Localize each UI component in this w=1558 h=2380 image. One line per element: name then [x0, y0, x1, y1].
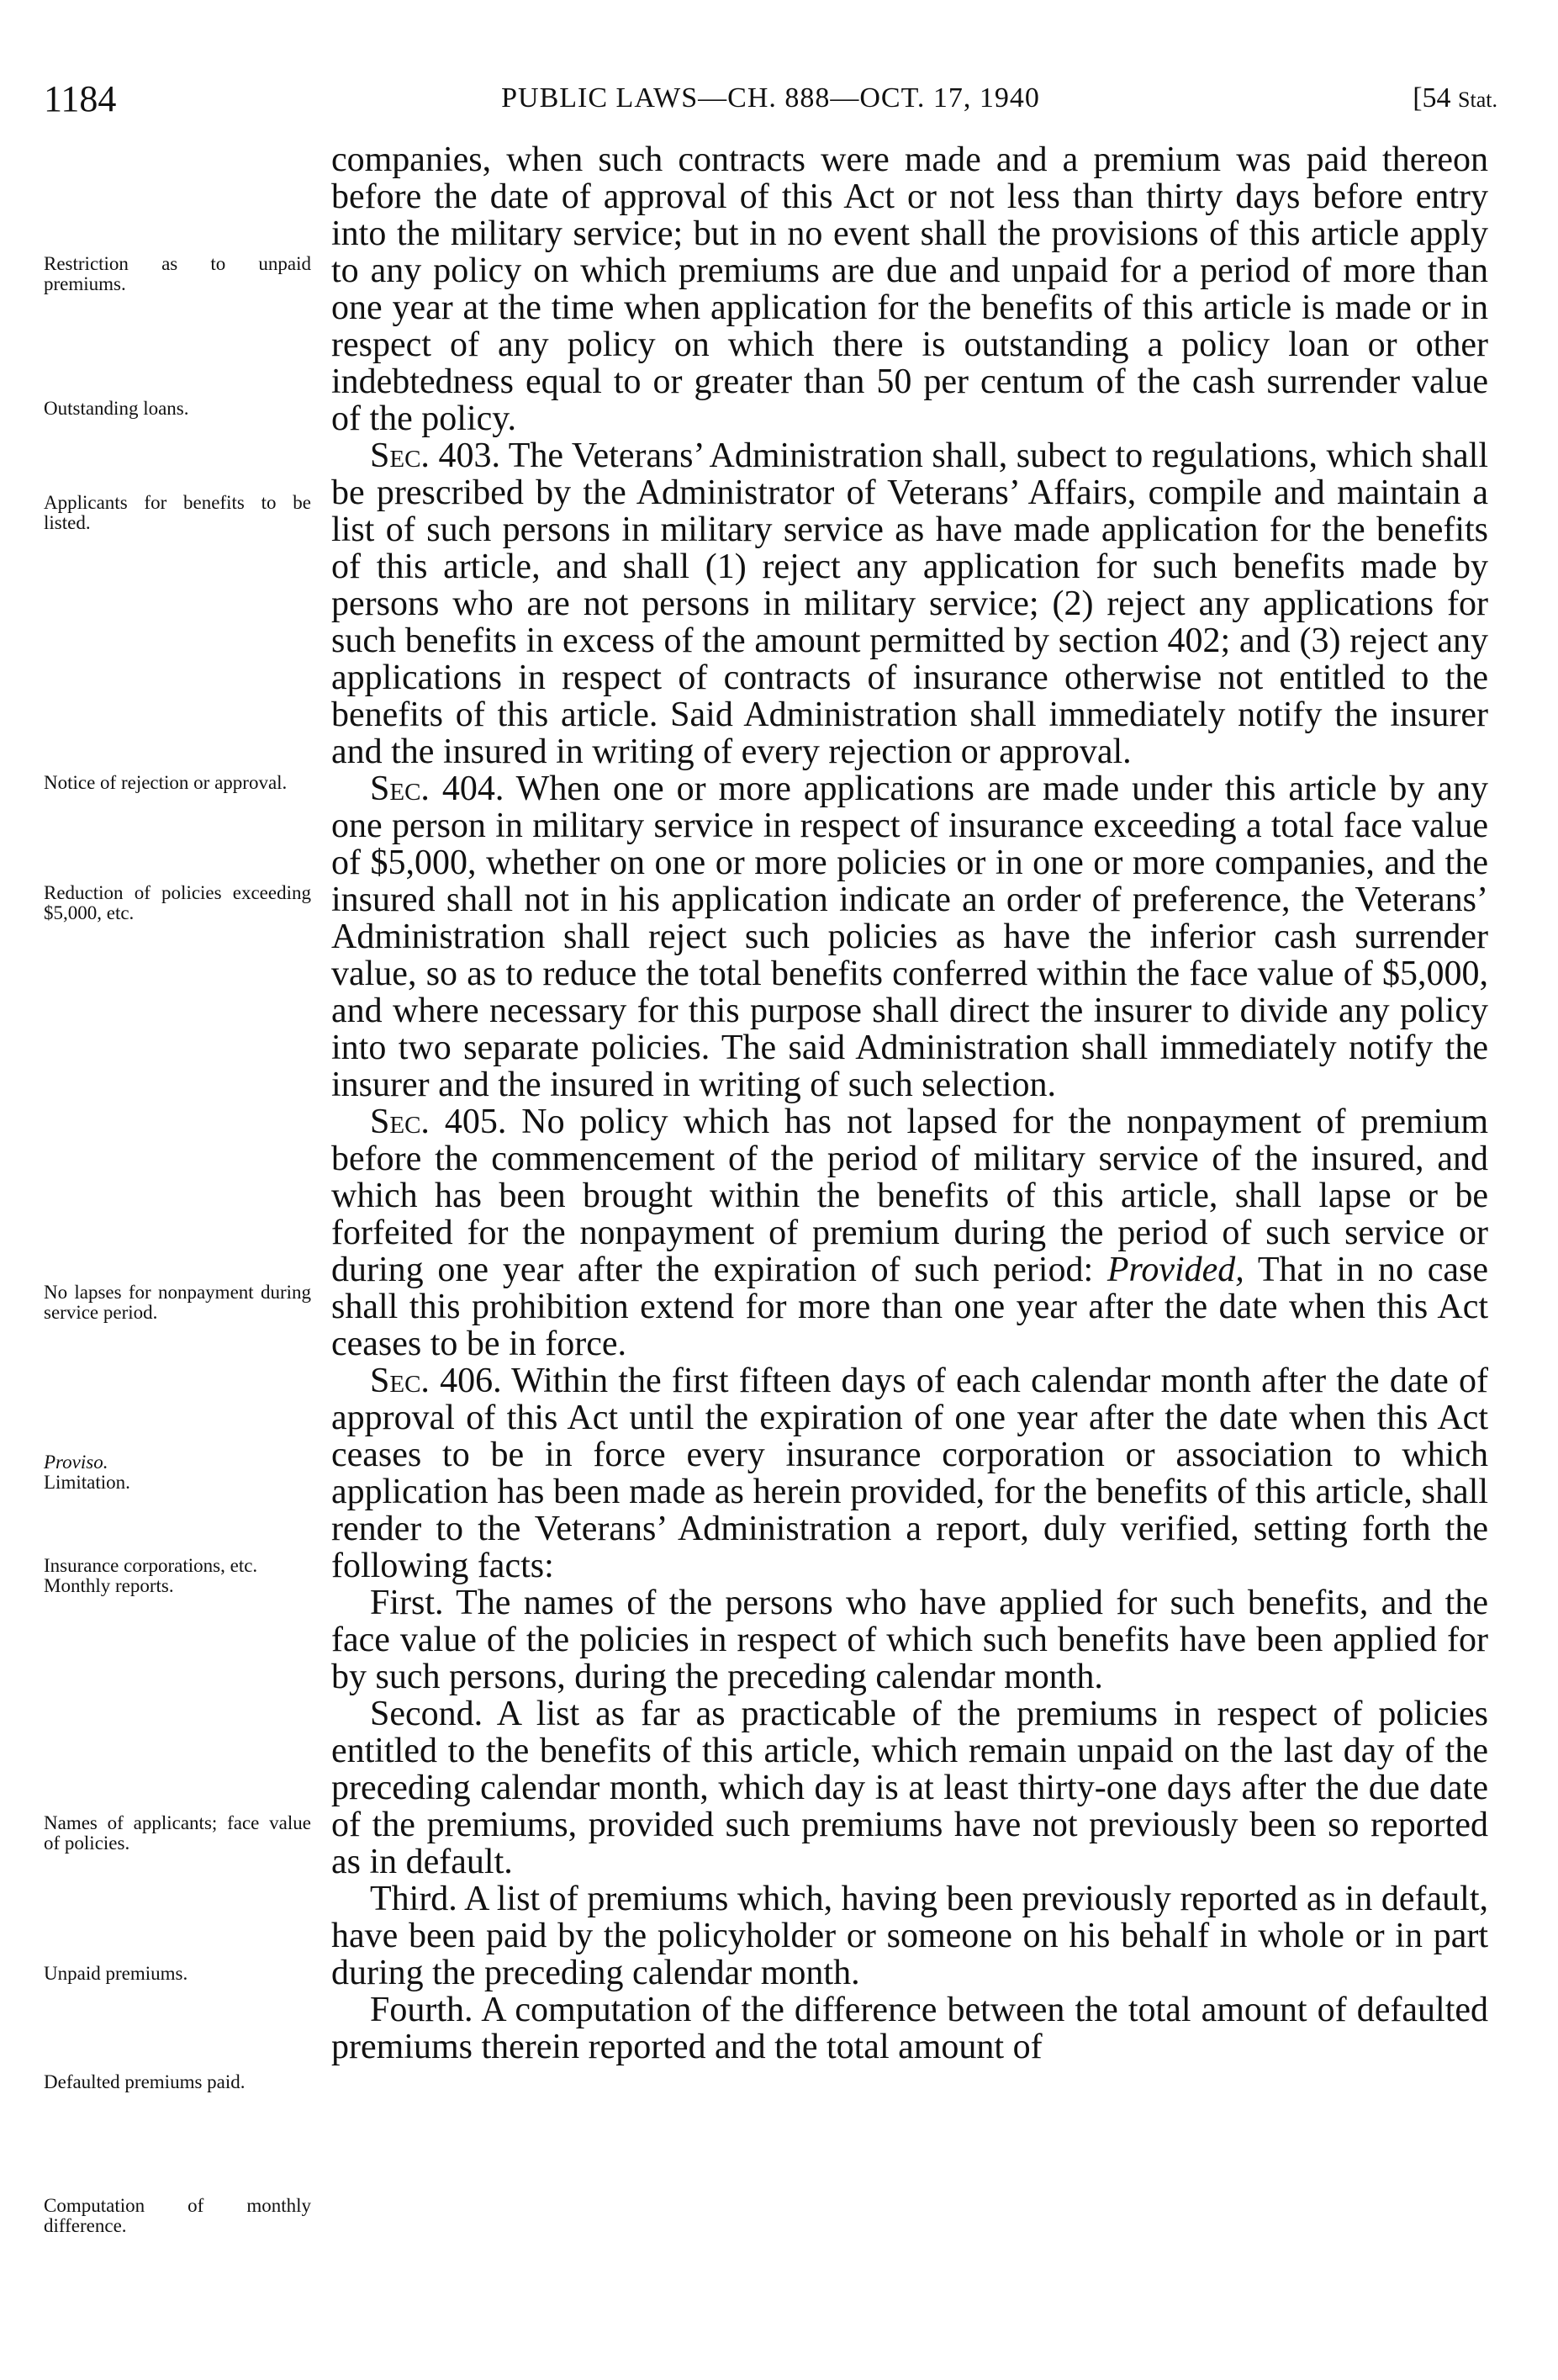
page-number: 1184 — [44, 78, 117, 119]
margin-note: Computation of monthly difference. — [44, 2195, 311, 2236]
volume-abbrev: Stat. — [1458, 87, 1497, 112]
running-title: PUBLIC LAWS—CH. 888—OCT. 17, 1940 — [501, 82, 1040, 114]
page-header — [44, 77, 1497, 119]
statute-body — [331, 141, 1488, 2065]
item-second: Second. A list as far as practicable of the premiums in respect of policies entitled to the benefits of this article, which remain unpaid on the last day of the preceding calendar month, which day is at least thirty-one days after the due date of the premiums, provided such premiums have not previously been so reported as in default. — [331, 1695, 1488, 1881]
section-text: The Veterans’ Administration shall, subect to regulations, which shall be prescribed by the Administrator of Veterans’ Affairs, compile and maintain a list of such persons in military service as have made application for the benefits of this article, and shall (1) reject any application for such benefits made by persons who are not persons in military service; (2) reject any applications for such benefits in excess of the amount permitted by section 402; and (3) reject any applications in respect of contracts of insurance otherwise not entitled to the benefits of this article. Said Administration shall immediately notify the insurer and the insured in writing of every rejection or approval. — [331, 436, 1489, 771]
provided-keyword: Provided, — [1106, 1251, 1244, 1289]
item-first: First. The names of the persons who have applied for such benefits, and the face value of the policies in respect of which such benefits have been applied for by such persons, during the preceding calendar month. — [331, 1584, 1488, 1696]
margin-note: Notice of rejection or approval. — [44, 772, 288, 793]
margin-note-text: Insurance corporations, etc. — [44, 1555, 258, 1576]
volume-reference — [1413, 82, 1497, 114]
margin-note-reports — [44, 1556, 311, 1596]
section-406 — [331, 1362, 1488, 1584]
paragraph-continuation: companies, when such contracts were made and a premium was paid thereon before the date of approval of this Act or not less than thirty days before entry into the military service; but in no event shall the provisions of this article apply to any policy on which premiums are due and unpaid for a period of more than one year at the time when application for the benefits of this article is made or in respect of any policy on which there is outstanding a policy loan or other indebtedness equal to or greater than 50 per centum of the cash surrender value of the policy. — [331, 140, 1488, 438]
item-fourth: Fourth. A computation of the difference between the total amount of defaulted premiums therein reported and the total amount of — [331, 1991, 1488, 2066]
margin-note-proviso — [44, 1452, 311, 1493]
section-text: When one or more applications are made under this article by any one person in military service in respect of insurance exceeding a total face value of $5,000, whether on one or more policies or in one or more companies, and the insured shall not in his application indicate an order of preference, the Veterans’ Administration shall reject such policies as have the inferior cash surrender value, so as to reduce the total benefits conferred within the face value of $5,000, and where necessary for this purpose shall direct the insurer to divide any policy into two separate policies. The said Administration shall immediately notify the insurer and the insured in writing of such selection. — [331, 770, 1488, 1104]
margin-note-sub: Monthly reports. — [44, 1575, 174, 1596]
section-405 — [331, 1103, 1488, 1362]
margin-note: Applicants for benefits to be listed. — [44, 492, 311, 533]
section-label: Sec. 404. — [370, 770, 504, 808]
item-third: Third. A list of premiums which, having been previously reported as in default, have been paid by the policyholder or someone on his behalf in whole or in part during the preceding calendar month. — [331, 1880, 1488, 1992]
section-label: Sec. 403. — [370, 436, 500, 475]
section-label: Sec. 405. — [370, 1103, 507, 1141]
margin-note: Restriction as to unpaid premiums. — [44, 253, 311, 294]
volume-number: [54 — [1413, 82, 1459, 114]
section-text: No policy which has not lapsed for the nonpayment of premium before the commencement of the period of military service of the insured, and which has been brought within the benefits of this article, shall lapse or be forfeited for the nonpayment of premium during the period of such service or during one year after the expiration of such period: — [331, 1103, 1489, 1289]
margin-note-text: Limitation. — [44, 1472, 130, 1493]
section-label: Sec. 406. — [370, 1362, 502, 1400]
margin-note: Names of applicants; face value of policies. — [44, 1812, 311, 1854]
margin-note: Reduction of policies exceeding $5,000, etc. — [44, 882, 311, 923]
section-text: Within the first fifteen days of each calendar month after the date of approval of this Act until the expiration of one year after the date when this Act ceases to be in force every insurance corporation or association to which application has been made as herein provided, for the benefits of this article, shall render to the Veterans’ Administration a report, duly verified, setting forth the following facts: — [331, 1362, 1488, 1585]
margin-note: Defaulted premiums paid. — [44, 2071, 246, 2092]
section-403 — [331, 437, 1488, 770]
margin-note: Unpaid premiums. — [44, 1963, 188, 1984]
proviso-label: Proviso. — [44, 1452, 108, 1473]
margin-note: Outstanding loans. — [44, 398, 189, 419]
section-text: That in no case shall this prohibition extend for more than one year after the date when this Act ceases to be in force. — [331, 1251, 1489, 1363]
section-404 — [331, 770, 1488, 1103]
margin-note: No lapses for nonpayment during service period. — [44, 1282, 311, 1323]
